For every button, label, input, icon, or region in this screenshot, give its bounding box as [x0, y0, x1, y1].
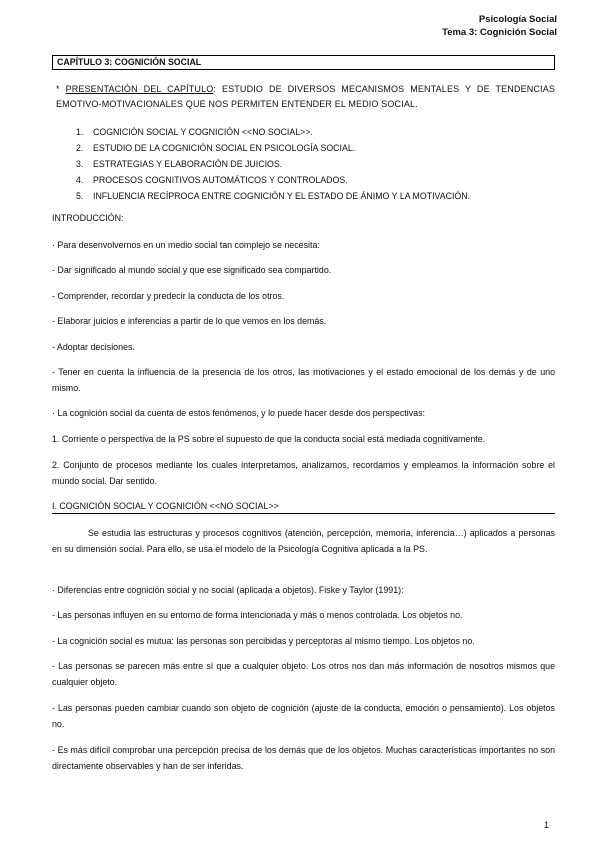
intro-paragraph: · La cognición social da cuenta de estos fenómenos, y lo puede hacer desde dos perspectivas: [52, 408, 425, 418]
list-number: 1. [76, 127, 84, 137]
section-paragraph [52, 525, 555, 557]
intro-heading: INTRODUCCIÓN: [52, 213, 124, 223]
list-number: 5. [76, 191, 84, 201]
list-text: COGNICIÓN SOCIAL Y COGNICIÓN <<NO SOCIAL>>. [93, 127, 313, 137]
section-paragraph-text: Se estudia las estructuras y procesos cognitivos (atención, percepción, memoria, inferencia…) aplicados a personas en su dimensión social. Para ello, se usa el modelo de la Psicología Cognitiva aplicada a la PS. [52, 528, 555, 554]
chapter-contents-list [76, 124, 556, 204]
intro-paragraph: 2. Conjunto de procesos mediante los cuales interpretamos, analizamos, recordamos y empleamos la información sobre el mundo social. Dar sentido. [52, 460, 555, 486]
chapter-title: CAPÍTULO 3: COGNICIÓN SOCIAL [52, 55, 555, 70]
page-header [442, 13, 557, 39]
intro-paragraph: - Elaborar juicios e inferencias a partir de lo que vemos en los demás. [52, 316, 327, 326]
section-paragraph: - Las personas se parecen más entre sí que a cualquier objeto. Los otros nos dan más información de nosotros mismos que cualquier objeto. [52, 661, 555, 687]
page-number: 1 [544, 820, 550, 830]
topic-name: Tema 3: Cognición Social [442, 27, 557, 38]
intro-paragraph: - Tener en cuenta la influencia de la presencia de los otros, las motivaciones y el estado emocional de los demás y de uno mismo. [52, 367, 555, 393]
list-item [76, 124, 556, 140]
list-item [76, 140, 556, 156]
list-text: INFLUENCIA RECÍPROCA ENTRE COGNICIÓN Y EL ESTADO DE ÁNIMO Y LA MOTIVACIÓN. [93, 191, 471, 201]
intro-paragraph: 1. Corriente o perspectiva de la PS sobre el supuesto de que la conducta social está mediada cognitivamente. [52, 434, 486, 444]
list-text: ESTUDIO DE LA COGNICIÓN SOCIAL EN PSICOLOGÍA SOCIAL. [93, 143, 356, 153]
presentation-text: : ESTUDIO DE DIVERSOS MECANISMOS MENTALES Y DE TENDENCIAS EMOTIVO-MOTIVACIONALES QUE NOS PERMITEN ENTENDER EL MEDIO SOCIAL. [56, 84, 556, 109]
list-text: ESTRATEGIAS Y ELABORACIÓN DE JUICIOS. [93, 159, 283, 169]
list-item [76, 188, 556, 204]
list-number: 3. [76, 159, 84, 169]
section-paragraph: - La cognición social es mutua: las personas son percibidas y perceptoras al mismo tiempo. Los objetos no. [52, 636, 475, 646]
list-item [76, 172, 556, 188]
section-heading: I. COGNICIÓN SOCIAL Y COGNICIÓN <<NO SOCIAL>> [52, 501, 279, 511]
course-name: Psicología Social [478, 14, 557, 25]
section-paragraph: - Es más difícil comprobar una percepción precisa de los demás que de los objetos. Muchas características importantes no son directamente observables y han de ser inferidas. [52, 745, 555, 771]
intro-paragraph: - Dar significado al mundo social y que ese significado sea compartido. [52, 265, 332, 275]
intro-paragraph: - Adoptar decisiones. [52, 342, 135, 352]
presentation-label: PRESENTACIÓN DEL CAPÍTULO [65, 84, 214, 94]
section-divider [52, 513, 555, 514]
section-paragraph: · Diferencias entre cognición social y no social (aplicada a objetos). Fiske y Taylor (1991): [52, 585, 404, 595]
intro-paragraph: - Comprender, recordar y predecir la conducta de los otros. [52, 291, 285, 301]
intro-paragraph: · Para desenvolvernos en un medio social tan complejo se necesita: [52, 240, 320, 250]
list-text: PROCESOS COGNITIVOS AUTOMÁTICOS Y CONTROLADOS. [93, 175, 348, 185]
list-item [76, 156, 556, 172]
list-number: 4. [76, 175, 84, 185]
chapter-presentation [56, 82, 555, 112]
section-paragraph: - Las personas influyen en su entorno de forma intencionada y más o menos controlada. Los objetos no. [52, 610, 463, 620]
list-number: 2. [76, 143, 84, 153]
presentation-bullet: * [56, 84, 66, 94]
section-paragraph: - Las personas pueden cambiar cuando son objeto de cognición (ajuste de la conducta, emoción o pensamiento). Los objetos no. [52, 703, 555, 729]
